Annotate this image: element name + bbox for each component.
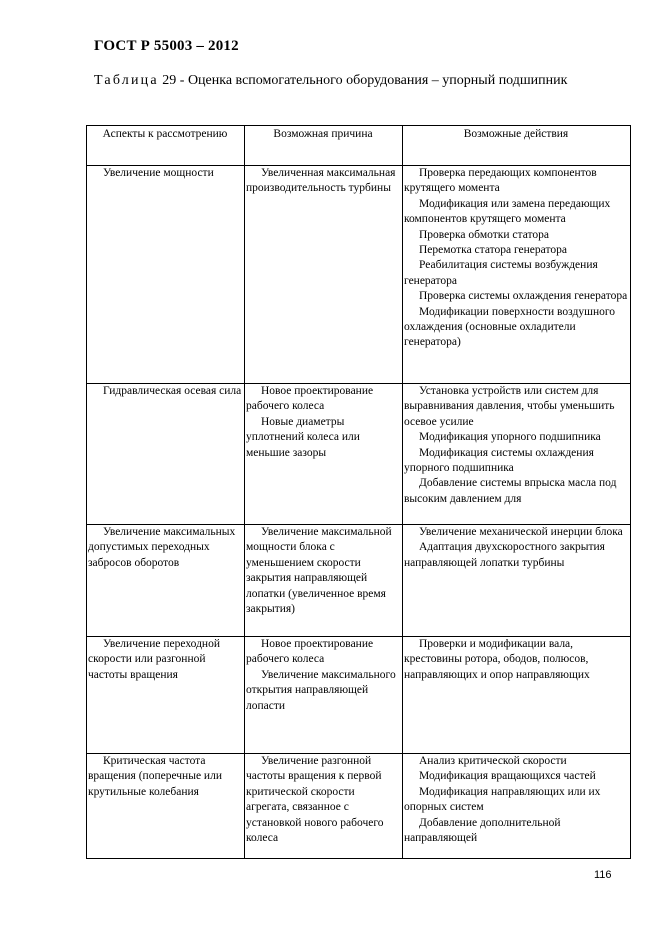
action-text: Перемотка статора генератора [419,244,567,257]
aspect-text: Критическая частота вращения (поперечные или крутильные колебания [88,755,222,798]
cause-cell [245,166,403,384]
actions-cell [403,166,631,384]
cause-text: Увеличение разгонной частоты вращения к первой критической скорости агрегата, связанное с установкой нового рабочего колеса [246,755,384,845]
table-row [87,166,631,384]
actions-cell [403,637,631,754]
action-text: Проверка системы охлаждения генератора [419,290,628,303]
cause-text: Новые диаметры уплотнений колеса или меньшие зазоры [246,415,360,459]
action-text: Анализ критической скорости [419,755,567,767]
page-number: 116 [594,869,612,881]
aspect-cell [87,754,245,859]
cause-text: Новое проектирование рабочего колеса [246,385,374,413]
aspect-text: Гидравлическая осевая сила [103,385,242,397]
aspect-cell [87,525,245,637]
action-text: Модификация упорного подшипника [419,431,601,444]
aspect-text: Увеличение мощности [103,167,214,179]
action-text: Модификация или замена передающих компонентов крутящего момента [404,197,611,226]
assessment-table [86,125,631,859]
aspect-cell [87,166,245,384]
action-text: Реабилитация системы возбуждения генератора [404,259,598,287]
action-text: Добавление дополнительной направляющей [404,816,561,845]
actions-cell [403,525,631,637]
action-text: Добавление системы впрыска масла под высоким давлением для [404,477,617,505]
action-text: Модификация вращающихся частей [419,770,596,783]
actions-cell [403,754,631,859]
table-row [87,754,631,859]
table-row [87,384,631,525]
aspect-text: Увеличение переходной скорости или разгонной частоты вращения [88,638,220,681]
table-row [87,525,631,637]
caption-table-word: Таблица [94,73,159,88]
action-text: Установка устройств или систем для выравнивания давления, чтобы уменьшить осевое усилие [404,385,615,428]
cause-cell [245,525,403,637]
aspect-text: Увеличение максимальных допустимых переходных забросов оборотов [88,526,236,569]
table-row [87,637,631,754]
cause-text: Увеличение максимальной мощности блока с уменьшением скорости закрытия направляющей лопатки (увеличенное время закрытия) [246,526,392,616]
action-text: Модификация системы охлаждения упорного подшипника [404,446,594,475]
action-text: Проверка передающих компонентов крутящего момента [404,167,597,195]
action-text: Проверка обмотки статора [419,228,549,241]
action-text: Модификации поверхности воздушного охлаждения (основные охладители генератора) [404,305,616,349]
header-actions: Возможные действия [403,126,631,166]
caption-title: 29 - Оценка вспомогательного оборудования – упорный подшипник [162,73,568,88]
action-text: Модификация направляющих или их опорных систем [404,785,601,814]
action-text: Адаптация двухскоростного закрытия направляющей лопатки турбины [404,541,605,569]
aspect-cell [87,384,245,525]
cause-cell [245,754,403,859]
cause-text: Увеличение максимального открытия направляющей лопасти [246,668,396,712]
header-aspects: Аспекты к рассмотрению [87,126,245,166]
cause-cell [245,637,403,754]
actions-cell [403,384,631,525]
table-header-row [87,126,631,166]
table-caption [94,72,594,89]
header-cause: Возможная причина [245,126,403,166]
document-header: ГОСТ Р 55003 – 2012 [94,38,239,54]
cause-cell [245,384,403,525]
aspect-cell [87,637,245,754]
cause-text: Увеличенная максимальная производительность турбины [246,167,396,195]
cause-text: Новое проектирование рабочего колеса [246,638,374,666]
action-text: Проверки и модификации вала, крестовины ротора, ободов, полюсов, направляющих и опор направляющих [404,638,590,681]
action-text: Увеличение механической инерции блока [419,526,623,538]
